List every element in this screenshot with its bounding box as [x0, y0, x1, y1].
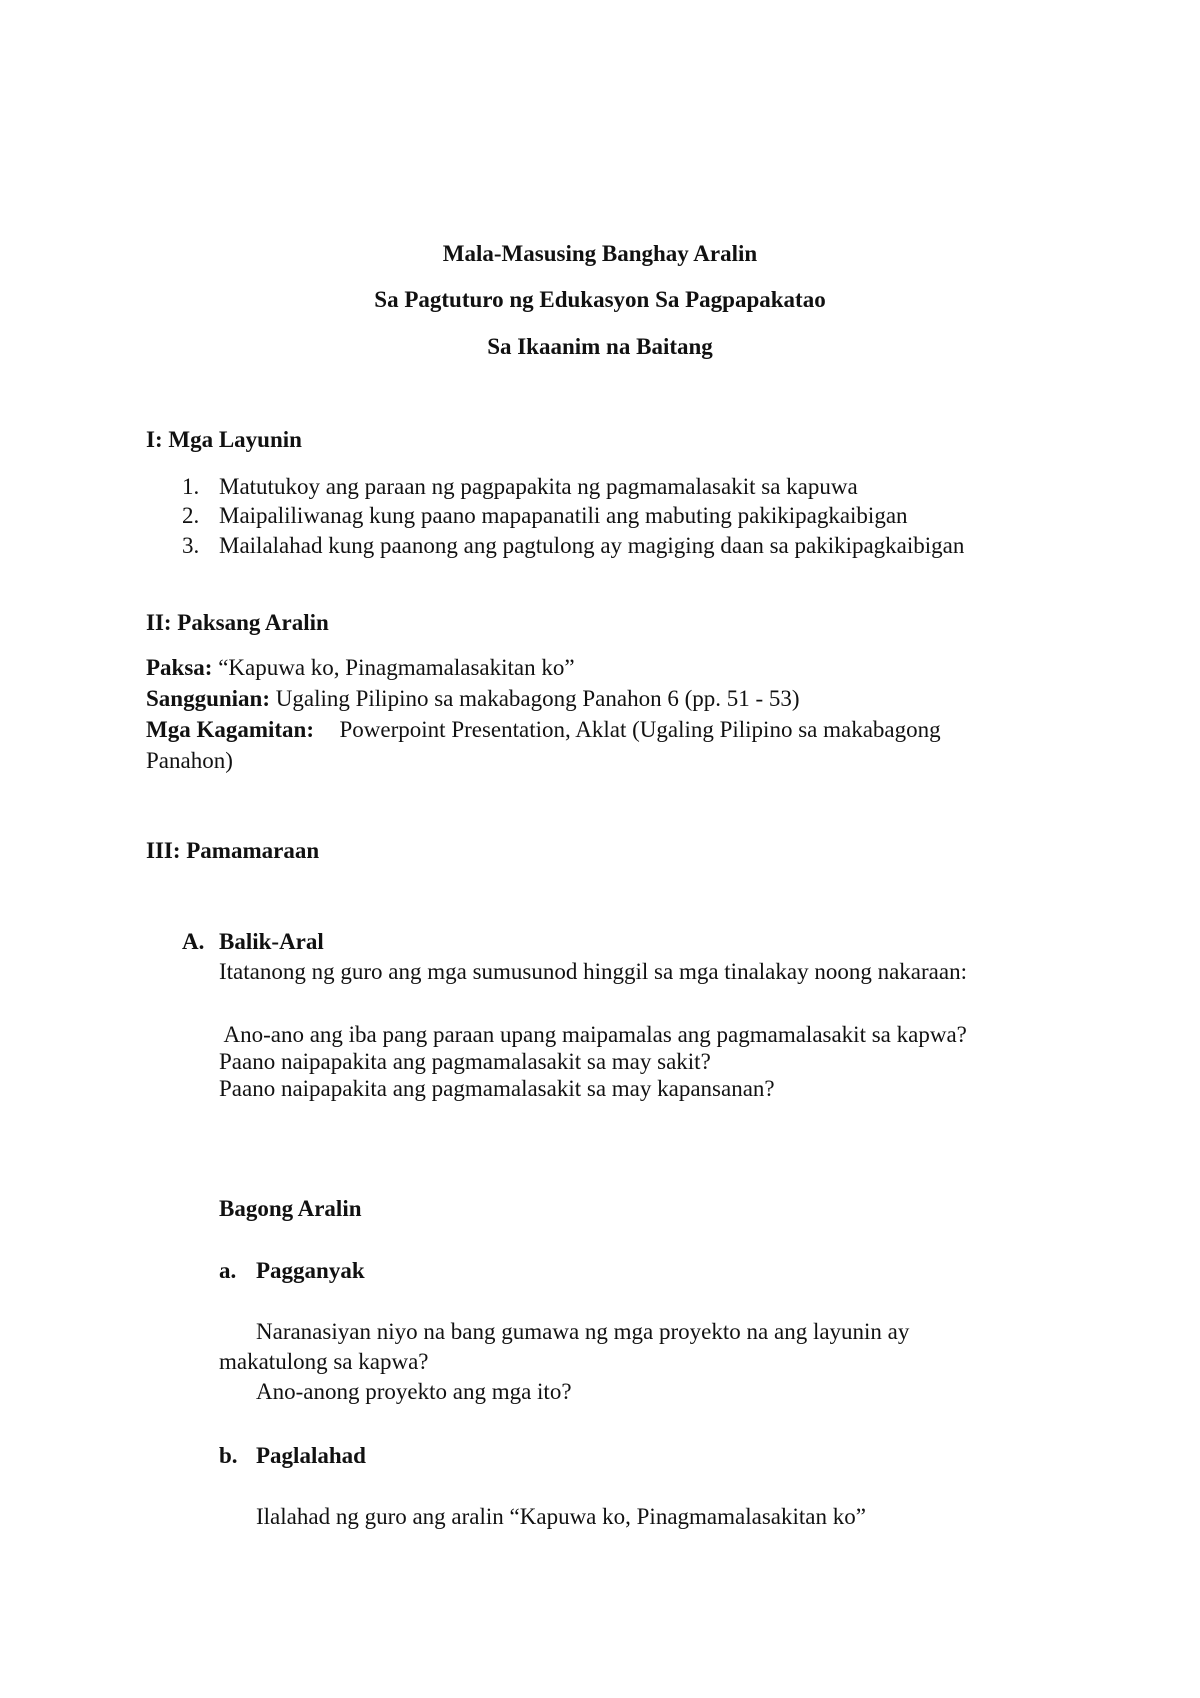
- paksa-line: [146, 653, 575, 683]
- section-heading-pamamaraan: III: Pamamaraan: [146, 838, 320, 863]
- document-grade-level: Sa Ikaanim na Baitang: [487, 334, 713, 359]
- kagamitan-value-continued: Panahon): [146, 748, 233, 773]
- list-item: Paano naipapakita ang pagmamalasakit sa may kapansanan?: [219, 1076, 775, 1101]
- pagganyak-line-3: Ano-anong proyekto ang mga ito?: [256, 1379, 572, 1404]
- paglalahad-line-1: Ilalahad ng guro ang aralin “Kapuwa ko, Pinagmamalasakitan ko”: [256, 1504, 866, 1529]
- list-text: Maipaliliwanag kung paano mapapanatili ang mabuting pakikipagkaibigan: [219, 503, 908, 528]
- balik-aral-letter: A.: [182, 929, 205, 954]
- sanggunian-line: [146, 684, 800, 714]
- balik-aral-heading: Balik-Aral: [219, 929, 324, 954]
- list-text: Mailalahad kung paanong ang pagtulong ay magiging daan sa pakikipagkaibigan: [219, 533, 965, 558]
- document-subtitle: Sa Pagtuturo ng Edukasyon Sa Pagpapakatao: [374, 287, 826, 312]
- paglalahad-letter: b.: [219, 1443, 238, 1468]
- document-title: Mala-Masusing Banghay Aralin: [442, 241, 758, 266]
- list-number: 1.: [182, 474, 200, 499]
- list-item: Ano-ano ang iba pang paraan upang maipamalas ang pagmamalasakit sa kapwa?: [219, 1022, 967, 1047]
- sanggunian-value: Ugaling Pilipino sa makabagong Panahon 6 (pp. 51 - 53): [275, 686, 800, 711]
- pagganyak-line-2: makatulong sa kapwa?: [219, 1349, 429, 1374]
- paksa-label: Paksa:: [146, 655, 213, 680]
- section-heading-paksang-aralin: II: Paksang Aralin: [146, 610, 329, 635]
- list-item: Paano naipapakita ang pagmamalasakit sa may sakit?: [219, 1049, 711, 1074]
- section-heading-layunin: I: Mga Layunin: [146, 427, 302, 452]
- pagganyak-line-1: Naranasiyan niyo na bang gumawa ng mga proyekto na ang layunin ay: [256, 1319, 910, 1344]
- bagong-aralin-heading: Bagong Aralin: [219, 1196, 362, 1221]
- kagamitan-value: Powerpoint Presentation, Aklat (Ugaling Pilipino sa makabagong: [339, 717, 941, 742]
- list-text: Matutukoy ang paraan ng pagpapakita ng pagmamalasakit sa kapuwa: [219, 474, 858, 499]
- pagganyak-heading: Pagganyak: [256, 1258, 365, 1283]
- balik-aral-intro: Itatanong ng guro ang mga sumusunod hinggil sa mga tinalakay noong nakaraan:: [219, 959, 967, 984]
- kagamitan-line: [146, 715, 941, 745]
- kagamitan-label: Mga Kagamitan:: [146, 717, 315, 742]
- sanggunian-label: Sanggunian:: [146, 686, 271, 711]
- list-number: 3.: [182, 533, 200, 558]
- paksa-value: “Kapuwa ko, Pinagmamalasakitan ko”: [218, 655, 575, 680]
- pagganyak-letter: a.: [219, 1258, 237, 1283]
- paglalahad-heading: Paglalahad: [256, 1443, 366, 1468]
- list-number: 2.: [182, 503, 200, 528]
